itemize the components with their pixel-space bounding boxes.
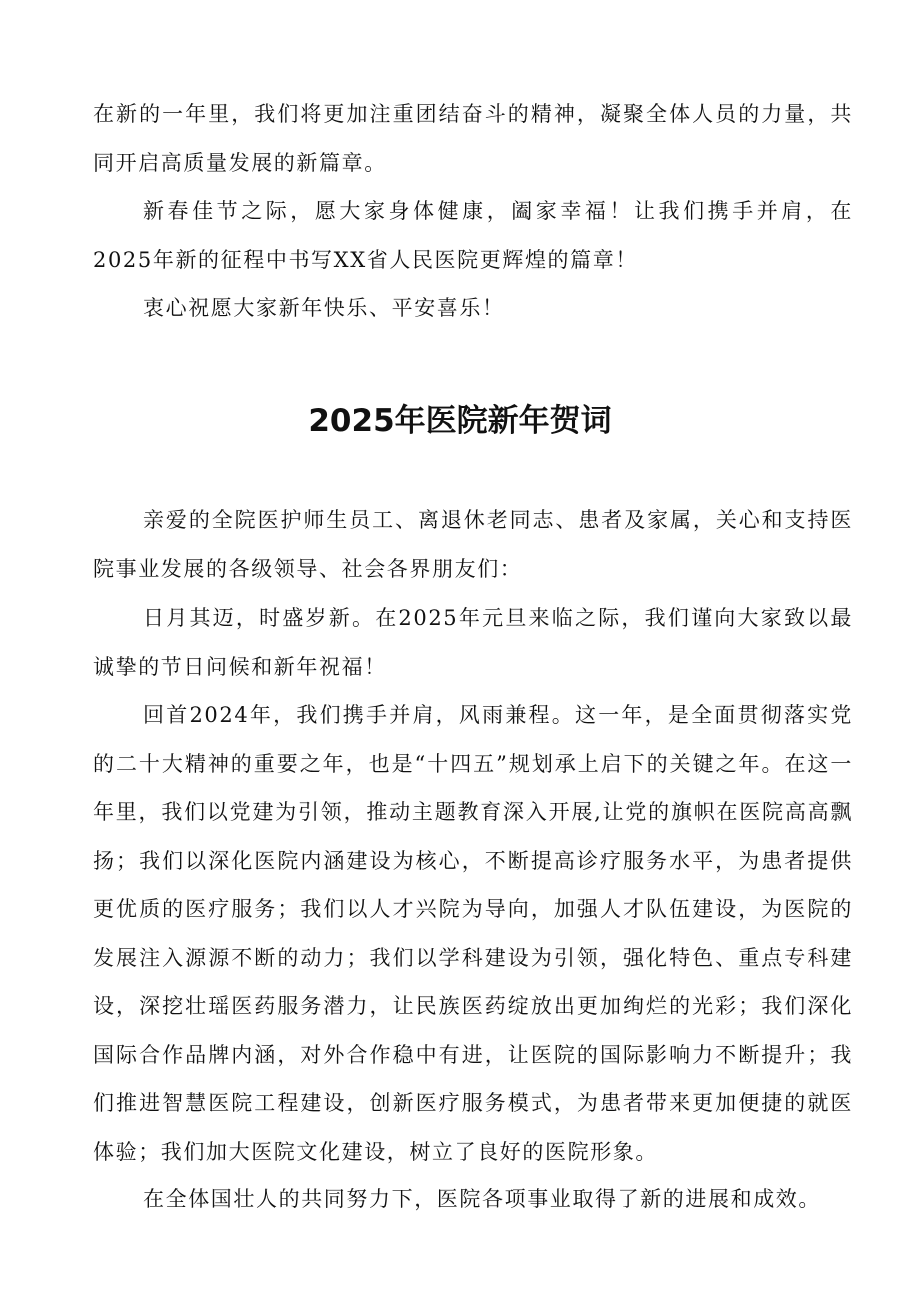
paragraph-greeting: 日月其迈，时盛岁新。在2025年元旦来临之际，我们谨向大家致以最诚挚的节日问候和新年祝福！ [93,606,853,679]
paragraph-continuation: 在新的一年里，我们将更加注重团结奋斗的精神，凝聚全体人员的力量，共同开启高质量发展的新篇章。 [93,102,853,175]
paragraph-new-year-wishes: 新春佳节之际，愿大家身体健康，阖家幸福！让我们携手并肩，在2025年新的征程中书写XX省人民医院更辉煌的篇章！ [93,199,853,272]
paragraph-salutation: 亲爱的全院医护师生员工、离退休老同志、患者及家属，关心和支持医院事业发展的各级领导、社会各界朋友们： [93,508,853,581]
page-title: 2025年医院新年贺词 [308,403,612,439]
paragraph-achievements: 在全体国壮人的共同努力下，医院各项事业取得了新的进展和成效。 [143,1187,821,1211]
paragraph-blessing: 衷心祝愿大家新年快乐、平安喜乐！ [143,296,505,320]
paragraph-review-2024: 回首2024年，我们携手并肩，风雨兼程。这一年，是全面贯彻落实党的二十大精神的重要之年，也是“十四五”规划承上启下的关键之年。在这一年里，我们以党建为引领，推动主题教育深入开展,让党的旗帜在医院高高飘扬；我们以深化医院内涵建设为核心，不断提高诊疗服务水平，为患者提供更优质的医疗服务；我们以人才兴院为导向，加强人才队伍建设，为医院的发展注入源源不断的动力；我们以学科建设为引领，强化特色、重点专科建设，深挖壮瑶医药服务潜力，让民族医药绽放出更加绚烂的光彩；我们深化国际合作品牌内涵，对外合作稳中有进，让医院的国际影响力不断提升；我们推进智慧医院工程建设，创新医疗服务模式，为患者带来更加便捷的就医体验；我们加大医院文化建设，树立了良好的医院形象。 [93,703,853,1164]
